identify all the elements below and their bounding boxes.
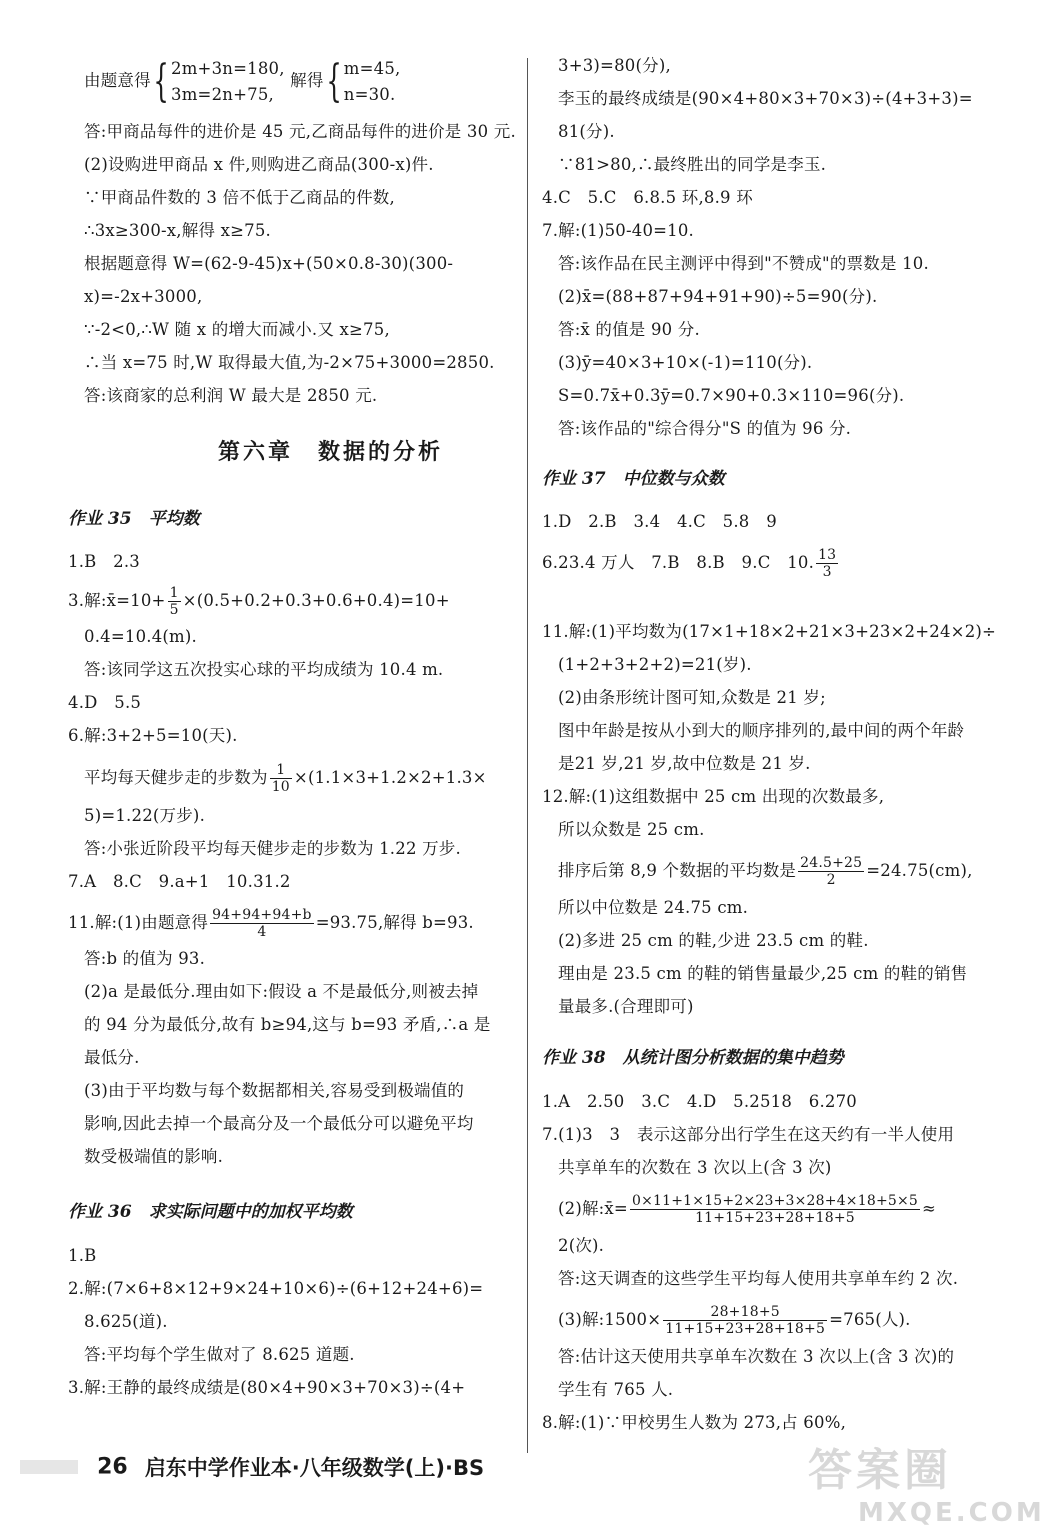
answer-line xyxy=(68,761,487,795)
answer-line: 答:该作品的"综合得分"S 的值为 96 分. xyxy=(558,419,852,438)
denominator: 11+15+23+28+18+5 xyxy=(695,1210,855,1226)
answer-line: 答:b 的值为 93. xyxy=(84,949,206,968)
answer-line xyxy=(542,1192,936,1226)
answer-line: 答:该作品在民主测评中得到"不赞成"的票数是 10. xyxy=(558,254,929,273)
numerator: 1 xyxy=(169,585,179,601)
answer-line xyxy=(68,584,450,618)
text: ≈ xyxy=(922,1199,937,1218)
text: 解得 xyxy=(290,71,324,90)
fraction xyxy=(168,585,181,618)
brace-icon: { xyxy=(325,55,342,107)
answer-line: 3.解:王静的最终成绩是(80×4+90×3+70×3)÷(4+ xyxy=(68,1378,466,1397)
answer-line: 6.解:3+2+5=10(天). xyxy=(68,726,238,745)
fraction xyxy=(630,1193,920,1226)
answer-line: (3)ȳ=40×3+10×(-1)=110(分). xyxy=(558,353,813,372)
text: ×(1.1×3+1.2×2+1.3× xyxy=(293,768,487,787)
answer-line: 所以中位数是 24.75 cm. xyxy=(558,898,749,917)
answer-line: (1+2+3+2+2)=21(岁). xyxy=(558,655,752,674)
section-heading: 作业 37 中位数与众数 xyxy=(542,469,725,489)
answer-line: 是21 岁,21 岁,故中位数是 21 岁. xyxy=(558,754,811,773)
answer-line: 81(分). xyxy=(558,122,615,141)
answer-line: 0.4=10.4(m). xyxy=(84,627,197,646)
eq: 3m=2n+75, xyxy=(171,84,274,104)
text: =93.75,解得 b=93. xyxy=(315,913,474,932)
text: =765(人). xyxy=(829,1310,911,1329)
answer-line: 1.B 2.3 xyxy=(68,552,141,571)
answer-line: (2)设购进甲商品 x 件,则购进乙商品(300-x)件. xyxy=(84,155,434,174)
answer-line: 2.解:(7×6+8×12+9×24+10×6)÷(6+12+24+6)= xyxy=(68,1279,484,1298)
answer-line: 8.解:(1)∵甲校男生人数为 273,占 60%, xyxy=(542,1413,847,1432)
text: 6.23.4 万人 7.B 8.B 9.C 10. xyxy=(542,553,815,572)
answer-line: 的 94 分为最低分,故有 b≥94,这与 b=93 矛盾,∴a 是 xyxy=(84,1015,491,1034)
answer-line: 7.(1)3 3 表示这部分出行学生在这天约有一半人使用 xyxy=(542,1125,955,1144)
answer-line: ∵甲商品件数的 3 倍不低于乙商品的件数, xyxy=(84,188,395,207)
eq: m=45, xyxy=(343,58,401,78)
numerator: 1 xyxy=(270,762,292,779)
eq: n=30. xyxy=(343,84,396,104)
answer-line xyxy=(68,906,474,940)
text: 11.解:(1)由题意得 xyxy=(68,913,209,932)
book-title: 启东中学作业本·八年级数学(上)·BS xyxy=(144,1456,485,1480)
answer-line: 4.C 5.C 6.8.5 环,8.9 环 xyxy=(542,188,753,207)
fraction xyxy=(210,907,314,940)
watermark-logo xyxy=(808,1434,1045,1529)
numerator: 28+18+5 xyxy=(663,1304,827,1321)
answer-line: 3+3)=80(分), xyxy=(558,56,671,75)
fraction xyxy=(816,547,838,580)
answer-line: 答:该同学这五次投实心球的平均成绩为 10.4 m. xyxy=(84,660,444,679)
answer-line: 图中年龄是按从小到大的顺序排列的,最中间的两个年龄 xyxy=(558,721,965,740)
text: 由题意得 xyxy=(84,71,151,90)
answer-line: (2)由条形统计图可知,众数是 21 岁; xyxy=(558,688,826,707)
answer-line: 答:小张近阶段平均每天健步走的步数为 1.22 万步. xyxy=(84,839,461,858)
solution-system xyxy=(344,56,401,108)
answer-line: ∴3x≥300-x,解得 x≥75. xyxy=(84,221,271,240)
system-equation-line xyxy=(68,55,400,108)
answer-line: 李玉的最终成绩是(90×4+80×3+70×3)÷(4+3+3)= xyxy=(558,89,973,108)
denominator: 11+15+23+28+18+5 xyxy=(665,1321,826,1337)
text: 平均每天健步走的步数为 xyxy=(84,768,268,787)
answer-line: 1.B xyxy=(68,1246,97,1265)
answer-line: S=0.7x̄+0.3ȳ=0.7×90+0.3×110=96(分). xyxy=(558,386,905,405)
answer-line xyxy=(542,854,973,888)
fraction xyxy=(663,1304,827,1337)
section-heading: 作业 35 平均数 xyxy=(68,509,200,529)
column-divider xyxy=(527,58,528,1453)
fraction xyxy=(270,762,292,795)
footer-bar xyxy=(20,1460,78,1474)
denominator: 3 xyxy=(822,564,832,580)
numerator: 24.5+25 xyxy=(800,855,863,871)
answer-line: 1.A 2.50 3.C 4.D 5.2518 6.270 xyxy=(542,1092,858,1111)
denominator: 5 xyxy=(169,602,179,618)
text: (3)解:1500× xyxy=(558,1310,662,1329)
answer-line: 7.A 8.C 9.a+1 10.31.2 xyxy=(68,872,291,891)
answer-line xyxy=(542,546,840,580)
answer-line: 4.D 5.5 xyxy=(68,693,142,712)
answer-line: 2(次). xyxy=(558,1236,605,1255)
numerator: 94+94+94+b xyxy=(212,907,312,923)
answer-line: 根据题意得 W=(62-9-45)x+(50×0.8-30)(300- xyxy=(84,254,454,273)
brace-icon: { xyxy=(153,55,169,107)
answer-line: 影响,因此去掉一个最高分及一个最低分可以避免平均 xyxy=(84,1114,474,1133)
watermark-url: MXQE.COM xyxy=(858,1498,1045,1528)
answer-line: 7.解:(1)50-40=10. xyxy=(542,221,695,240)
numerator: 0×11+1×15+2×23+3×28+4×18+5×5 xyxy=(631,1193,919,1209)
text: 排序后第 8,9 个数据的平均数是 xyxy=(558,861,797,880)
answer-line: 12.解:(1)这组数据中 25 cm 出现的次数最多, xyxy=(542,787,885,806)
page-footer xyxy=(20,1452,484,1482)
answer-line: ∵81>80,∴最终胜出的同学是李玉. xyxy=(558,155,827,174)
answer-line: 答:x̄ 的值是 90 分. xyxy=(558,320,700,339)
answer-line: 学生有 765 人. xyxy=(558,1380,674,1399)
answer-line: 共享单车的次数在 3 次以上(含 3 次) xyxy=(558,1158,832,1177)
text: ×(0.5+0.2+0.3+0.6+0.4)=10+ xyxy=(182,591,450,610)
denominator: 2 xyxy=(826,872,836,888)
equation-system xyxy=(171,56,285,108)
answer-line: 8.625(道). xyxy=(84,1312,168,1331)
answer-line: 答:这天调查的这些学生平均每人使用共享单车约 2 次. xyxy=(558,1269,959,1288)
answer-line: (2)x̄=(88+87+94+91+90)÷5=90(分). xyxy=(558,287,878,306)
text: (2)解:x̄= xyxy=(558,1199,628,1218)
denominator: 10 xyxy=(271,779,290,795)
answer-line: ∵-2<0,∴W 随 x 的增大而减小.又 x≥75, xyxy=(84,320,390,339)
section-heading: 作业 38 从统计图分析数据的集中趋势 xyxy=(542,1048,844,1068)
answer-line: (2)a 是最低分.理由如下:假设 a 不是最低分,则被去掉 xyxy=(84,982,479,1001)
answer-line: 最低分. xyxy=(84,1048,140,1067)
chapter-title: 第六章 数据的分析 xyxy=(218,439,444,465)
answer-line: (2)多进 25 cm 的鞋,少进 23.5 cm 的鞋. xyxy=(558,931,869,950)
answer-line: 答:平均每个学生做对了 8.625 道题. xyxy=(84,1345,355,1364)
watermark-text: 答案圈 xyxy=(808,1445,952,1496)
answer-line: 答:甲商品每件的进价是 45 元,乙商品每件的进价是 30 元. xyxy=(84,122,516,141)
answer-line: 量最多.(合理即可) xyxy=(558,997,694,1016)
answer-line: 答:估计这天使用共享单车次数在 3 次以上(含 3 次)的 xyxy=(558,1347,955,1366)
text: =24.75(cm), xyxy=(866,861,973,880)
answer-line: 理由是 23.5 cm 的鞋的销售量最少,25 cm 的鞋的销售 xyxy=(558,964,968,983)
answer-line: 数受极端值的影响. xyxy=(84,1147,224,1166)
answer-line: 答:该商家的总利润 W 最大是 2850 元. xyxy=(84,386,378,405)
eq: 2m+3n=180, xyxy=(171,58,285,78)
numerator: 13 xyxy=(818,547,837,563)
fraction xyxy=(798,855,864,888)
answer-line xyxy=(542,1303,911,1337)
page-number: 26 xyxy=(97,1454,128,1480)
answer-line: x)=-2x+3000, xyxy=(84,287,203,306)
text: 3.解:x̄=10+ xyxy=(68,591,166,610)
answer-line: 所以众数是 25 cm. xyxy=(558,820,705,839)
answer-line: 11.解:(1)平均数为(17×1+18×2+21×3+23×2+24×2)÷ xyxy=(542,622,997,641)
denominator: 4 xyxy=(257,924,267,940)
answer-line: 5)=1.22(万步). xyxy=(84,806,206,825)
section-heading: 作业 36 求实际问题中的加权平均数 xyxy=(68,1202,353,1222)
answer-line: (3)由于平均数与每个数据都相关,容易受到极端值的 xyxy=(84,1081,465,1100)
answer-line: 1.D 2.B 3.4 4.C 5.8 9 xyxy=(542,512,777,531)
answer-line: ∴当 x=75 时,W 取得最大值,为-2×75+3000=2850. xyxy=(84,353,495,372)
